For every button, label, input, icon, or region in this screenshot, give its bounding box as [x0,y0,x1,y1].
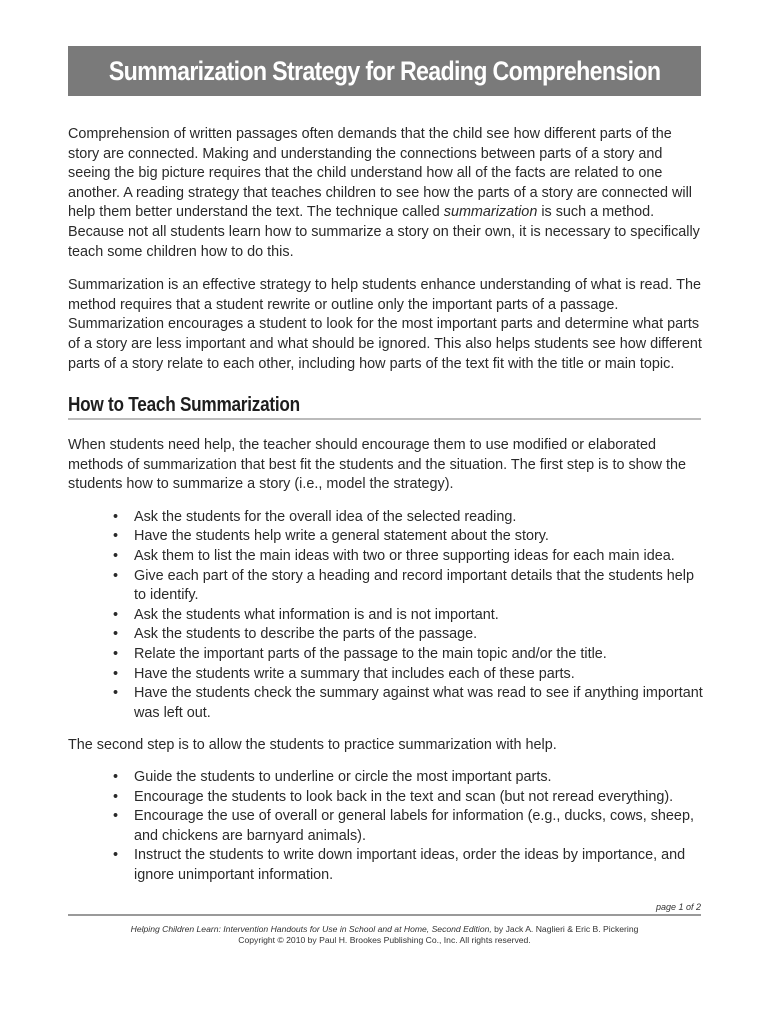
list-item: • Give each part of the story a heading and record important details that the students help to identify. [134,567,704,606]
section-heading [68,394,701,420]
list-item: • Encourage the use of overall or general labels for information (e.g., ducks, cows, sheep, and chickens are barnyard animals). [134,807,704,846]
footer-book-line [68,924,701,935]
list-item: • Have the students write a summary that includes each of these parts. [134,665,704,685]
list-item: • Ask the students what information is and is not important. [134,606,704,626]
modeling-steps-list [68,508,704,724]
intro-p1-text-b: is such a method. Because not all students learn how to summarize a story on their own, it is necessary to specifically teach some children how to do this. [68,204,700,260]
section-heading-text: How to Teach Summarization [68,394,300,416]
list-item: • Have the students check the summary against what was read to see if anything important was left out. [134,684,704,723]
footer-citation [68,924,701,946]
page-title: Summarization Strategy for Reading Comprehension [108,55,661,86]
teach-paragraph-1: When students need help, the teacher should encourage them to use modified or elaborated methods of summarization that best fit the students and the situation. The first step is to show the students how to summarize a story (i.e., model the strategy). [68,437,687,493]
list-item: • Ask the students for the overall idea of the selected reading. [134,508,704,528]
intro-paragraph-1 [68,125,704,262]
intro-section [68,125,704,374]
list-item: • Guide the students to underline or circle the most important parts. [134,768,704,788]
list-item: • Ask them to list the main ideas with two or three supporting ideas for each main idea. [134,547,704,567]
practice-steps-list [68,768,704,886]
intro-p1-text-a: Comprehension of written passages often demands that the child see how different parts of the story are connected. Making and understanding the connections between parts of a story and seeing the big picture requires that the child understand how all of the facts are related to one another. A reading strategy that teaches children to see how the parts of a story are connected will help them better understand the text. The technique called [68,126,692,221]
footer-book-title: Helping Children Learn: Intervention Handouts for Use in School and at Home, Second Edition, [130,924,492,934]
list-item: • Ask the students to describe the parts of the passage. [134,625,704,645]
intro-p1-emphasis: summarization [443,204,538,221]
footer-authors: by Jack A. Naglieri & Eric B. Pickering [491,924,639,934]
teach-section [68,436,704,898]
footer-divider [68,914,701,916]
list-item: • Have the students help write a general statement about the story. [134,527,704,547]
page-title-banner [68,46,701,96]
list-item: • Encourage the students to look back in the text and scan (but not reread everything). [134,788,704,808]
list-item: • Instruct the students to write down important ideas, order the ideas by importance, and ignore unimportant information. [134,846,704,885]
footer-copyright: Copyright © 2010 by Paul H. Brookes Publishing Co., Inc. All rights reserved. [238,935,531,945]
page-number: page 1 of 2 [655,902,701,912]
teach-paragraph-2: The second step is to allow the students to practice summarization with help. [68,737,557,754]
list-item: • Relate the important parts of the passage to the main topic and/or the title. [134,645,704,665]
intro-paragraph-2: Summarization is an effective strategy to help students enhance understanding of what is read. The method requires that a student rewrite or outline only the important parts of a passage. Summarization encourages a student to look for the most important parts and determine what parts of a story are less important and what should be ignored. This also helps students see how different parts of a story relate to each other, including how parts of the text fit with the title or main topic. [68,277,702,372]
